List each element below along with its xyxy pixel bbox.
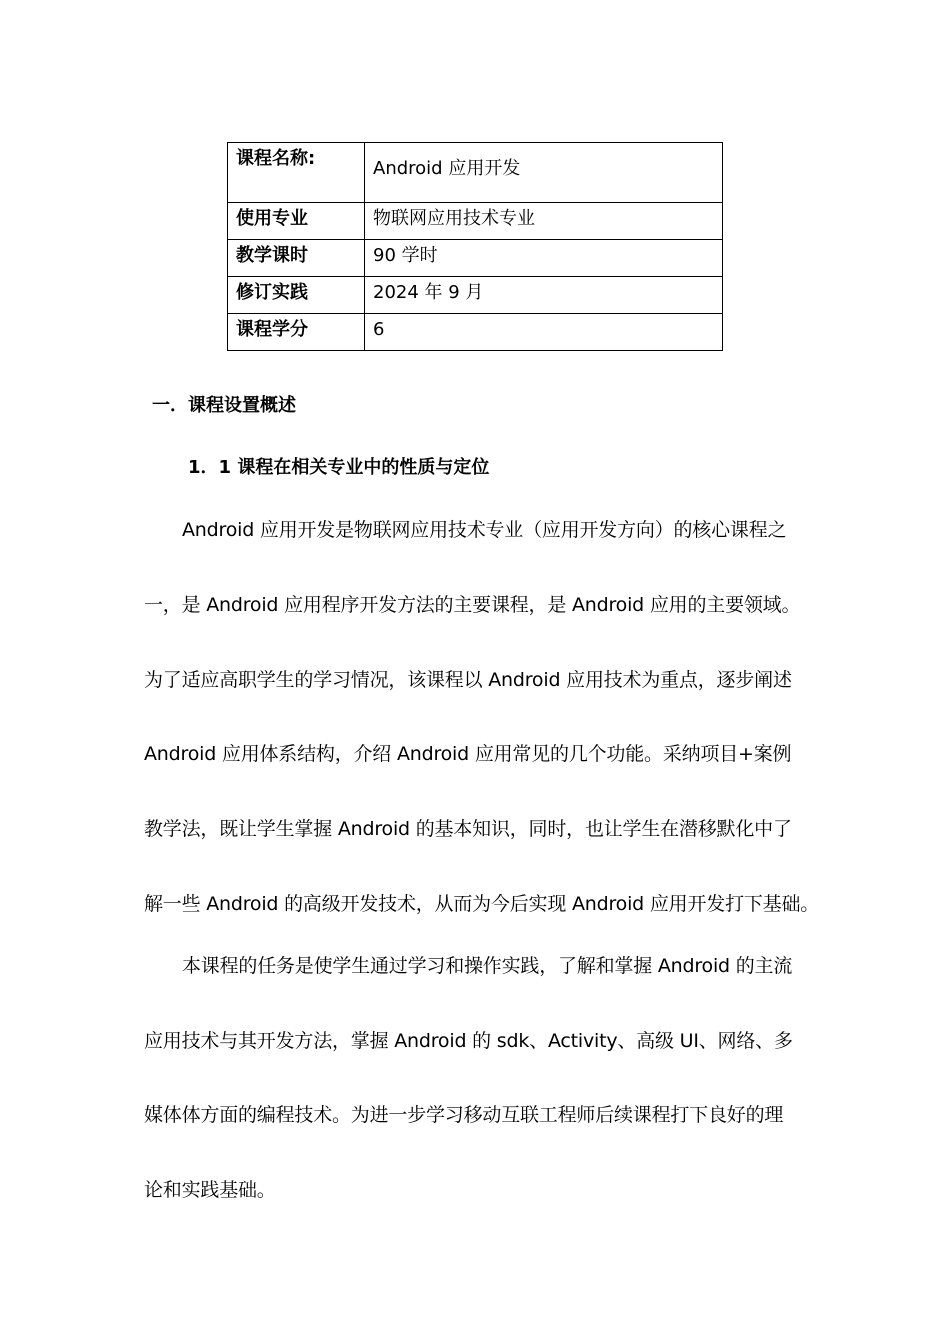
row-label: 修订实践 [228,277,365,314]
section-subheading: 1．1 课程在相关专业中的性质与定位 [188,457,490,478]
row-value: 物联网应用技术专业 [365,203,723,240]
paragraph-line: 本课程的任务是使学生通过学习和操作实践，了解和掌握 Android 的主流 [182,955,793,977]
row-label: 课程学分 [228,314,365,351]
row-label: 使用专业 [228,203,365,240]
row-label: 教学课时 [228,240,365,277]
paragraph-line: 一，是 Android 应用程序开发方法的主要课程，是 Android 应用的主要领域。 [144,594,801,616]
section-heading: 一．课程设置概述 [152,395,296,416]
row-value: 6 [365,314,723,351]
paragraph-line: 为了适应高职学生的学习情况，该课程以 Android 应用技术为重点，逐步阐述 [144,669,792,691]
row-value: Android 应用开发 [365,143,723,203]
course-info-table [227,142,723,351]
table-row [228,203,723,240]
paragraph-line: 媒体体方面的编程技术。为进一步学习移动互联工程师后续课程打下良好的理 [144,1104,784,1126]
table-row [228,240,723,277]
table-row [228,277,723,314]
paragraph-line: 解一些 Android 的高级开发技术，从而为今后实现 Android 应用开发打下基础。 [144,893,820,915]
paragraph-line: Android 应用开发是物联网应用技术专业（应用开发方向）的核心课程之 [182,519,787,541]
paragraph-line: 应用技术与其开发方法，掌握 Android 的 sdk、Activity、高级 UI、网络、多 [144,1030,793,1052]
row-value: 2024 年 9 月 [365,277,723,314]
table-row [228,314,723,351]
row-label: 课程名称: [228,143,365,203]
paragraph-line: Android 应用体系结构，介绍 Android 应用常见的几个功能。采纳项目+案例 [144,743,792,765]
paragraph-line: 教学法，既让学生掌握 Android 的基本知识，同时，也让学生在潜移默化中了 [144,818,792,840]
paragraph-line: 论和实践基础。 [144,1179,276,1201]
table-row [228,143,723,203]
row-value: 90 学时 [365,240,723,277]
